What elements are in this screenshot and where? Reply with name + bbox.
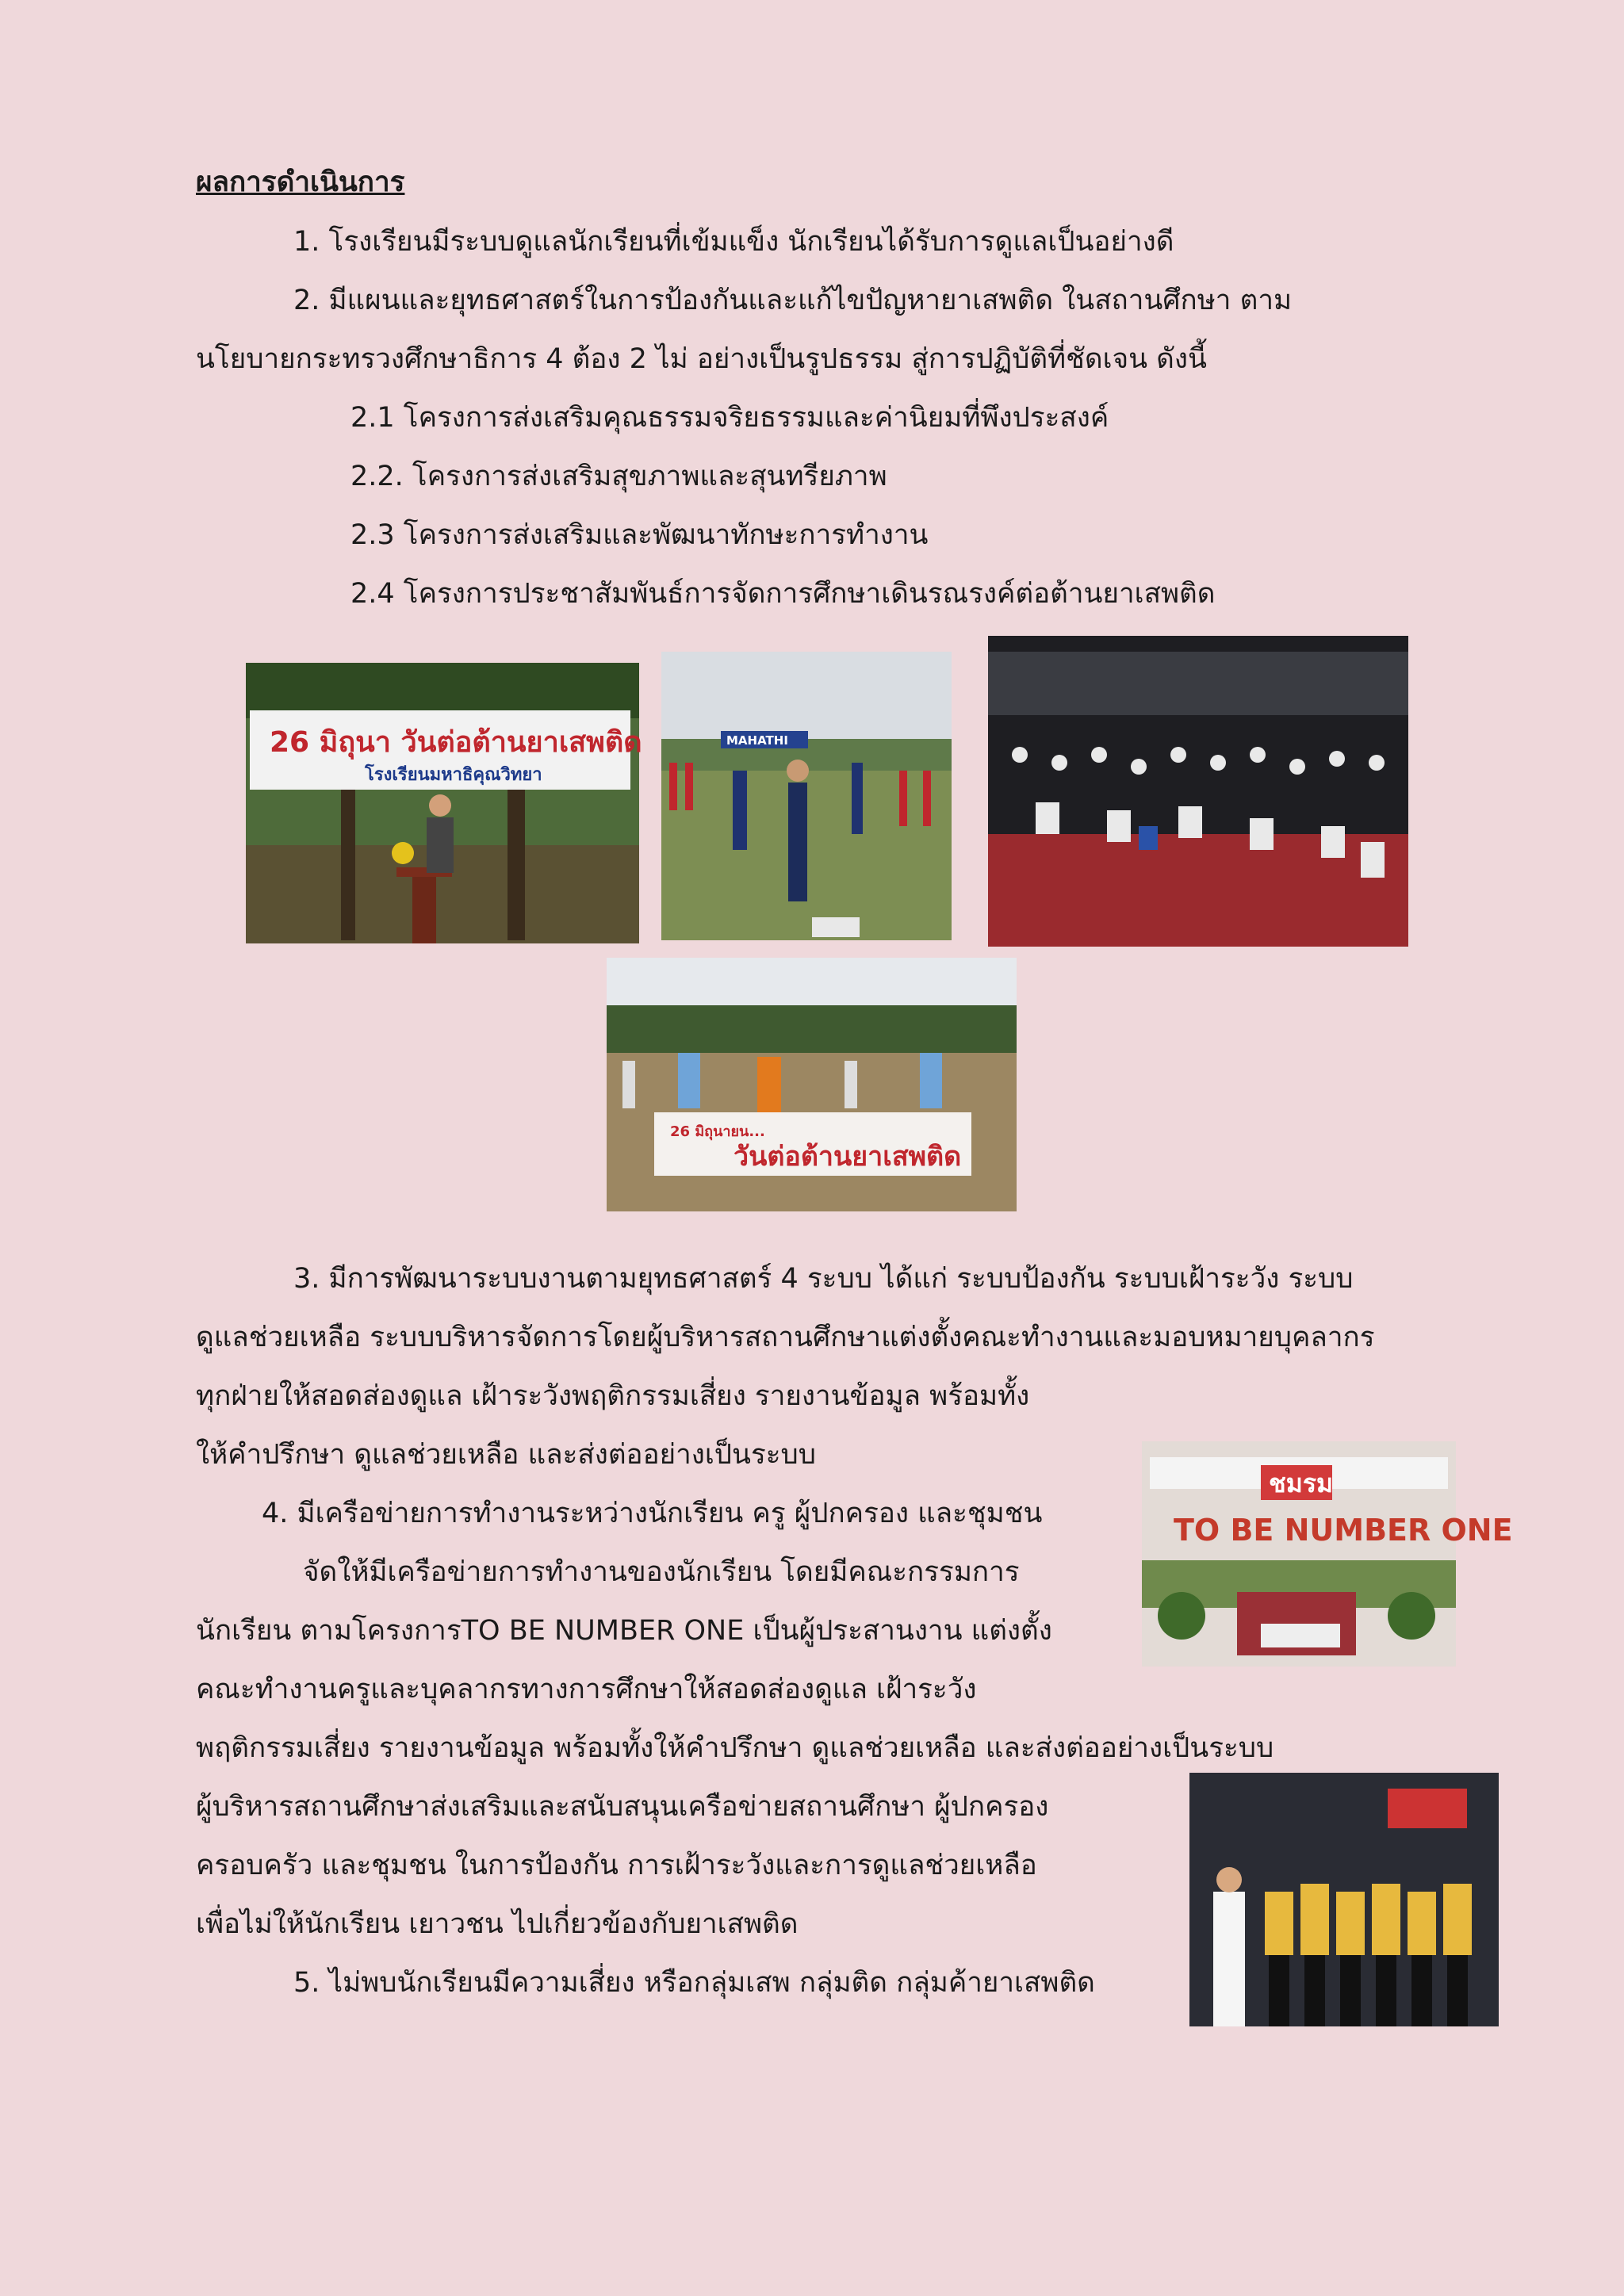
svg-text:26 มิถุนายน...: 26 มิถุนายน... (670, 1123, 765, 1140)
item-4-cont-4: พฤติกรรมเสี่ยง รายงานข้อมูล พร้อมทั้งให้คำปรึกษา ดูแลช่วยเหลือ และส่งต่ออย่างเป็นระบบ (196, 1732, 1274, 1764)
svg-text:ชมรม: ชมรม (1269, 1468, 1334, 1498)
item-3-cont-3: ให้คำปรึกษา ดูแลช่วยเหลือ และส่งต่ออย่างเป็นระบบ (196, 1439, 816, 1471)
item-1: 1. โรงเรียนมีระบบดูแลนักเรียนที่เข้มแข็ง นักเรียนได้รับการดูแลเป็นอย่างดี (293, 226, 1174, 258)
photo-student-group (1189, 1773, 1499, 2026)
item-4-cont-3: คณะทำงานครูและบุคลากรทางการศึกษาให้สอดส่องดูแล เฝ้าระวัง (196, 1674, 977, 1705)
item-3: 3. มีการพัฒนาระบบงานตามยุทธศาสตร์ 4 ระบบ ได้แก่ ระบบป้องกัน ระบบเฝ้าระวัง ระบบ (293, 1263, 1354, 1295)
photo-club-booth (1142, 1441, 1513, 1667)
svg-text:โรงเรียนมหาธิคุณวิทยา: โรงเรียนมหาธิคุณวิทยา (365, 765, 542, 785)
item-2-cont: นโยบายกระทรวงศึกษาธิการ 4 ต้อง 2 ไม่ อย่างเป็นรูปธรรม สู่การปฏิบัติที่ชัดเจน ดังนี้ (196, 343, 1207, 375)
photo-march-banner (607, 958, 1017, 1211)
photo-candle-ceremony (988, 636, 1408, 947)
photo-parade (661, 652, 952, 940)
svg-text:MAHATHI: MAHATHI (726, 733, 788, 748)
photo-speech-banner (246, 663, 642, 943)
item-3-cont-1: ดูแลช่วยเหลือ ระบบบริหารจัดการโดยผู้บริหารสถานศึกษาแต่งตั้งคณะทำงานและมอบหมายบุคลากร (196, 1322, 1375, 1353)
item-4-cont-7: เพื่อไม่ให้นักเรียน เยาวชน ไปเกี่ยวข้องกับยาเสพติด (196, 1908, 799, 1940)
item-4-cont-5: ผู้บริหารสถานศึกษาส่งเสริมและสนับสนุนเครือข่ายสถานศึกษา ผู้ปกครอง (196, 1791, 1049, 1823)
svg-text:วันต่อต้านยาเสพติด: วันต่อต้านยาเสพติด (733, 1141, 962, 1173)
svg-text:26 มิถุนา วันต่อต้านยาเสพติด: 26 มิถุนา วันต่อต้านยาเสพติด (270, 726, 642, 759)
item-4: 4. มีเครือข่ายการทำงานระหว่างนักเรียน ครู ผู้ปกครอง และชุมชน (262, 1498, 1043, 1529)
item-3-cont-2: ทุกฝ่ายให้สอดส่องดูแล เฝ้าระวังพฤติกรรมเสี่ยง รายงานข้อมูล พร้อมทั้ง (196, 1380, 1030, 1412)
svg-text:TO BE NUMBER ONE: TO BE NUMBER ONE (1174, 1513, 1513, 1548)
item-2-1: 2.1 โครงการส่งเสริมคุณธรรมจริยธรรมและค่านิยมที่พึงประสงค์ (350, 402, 1109, 434)
item-2: 2. มีแผนและยุทธศาสตร์ในการป้องกันและแก้ไขปัญหายาเสพติด ในสถานศึกษา ตาม (293, 285, 1293, 316)
item-2-4: 2.4 โครงการประชาสัมพันธ์การจัดการศึกษาเดินรณรงค์ต่อต้านยาเสพติด (350, 578, 1216, 610)
item-4-cont-1: จัดให้มีเครือข่ายการทำงานของนักเรียน โดยมีคณะกรรมการ (303, 1556, 1020, 1588)
item-4-cont-6: ครอบครัว และชุมชน ในการป้องกัน การเฝ้าระวังและการดูแลช่วยเหลือ (196, 1850, 1037, 1881)
item-2-2: 2.2. โครงการส่งเสริมสุขภาพและสุนทรียภาพ (350, 461, 887, 492)
item-2-3: 2.3 โครงการส่งเสริมและพัฒนาทักษะการทำงาน (350, 519, 929, 551)
heading: ผลการดำเนินการ (196, 166, 405, 198)
item-5: 5. ไม่พบนักเรียนมีความเสี่ยง หรือกลุ่มเสพ กลุ่มติด กลุ่มค้ายาเสพติด (293, 1967, 1095, 1999)
item-4-cont-2: นักเรียน ตามโครงการTO BE NUMBER ONE เป็นผู้ประสานงาน แต่งตั้ง (196, 1615, 1052, 1647)
